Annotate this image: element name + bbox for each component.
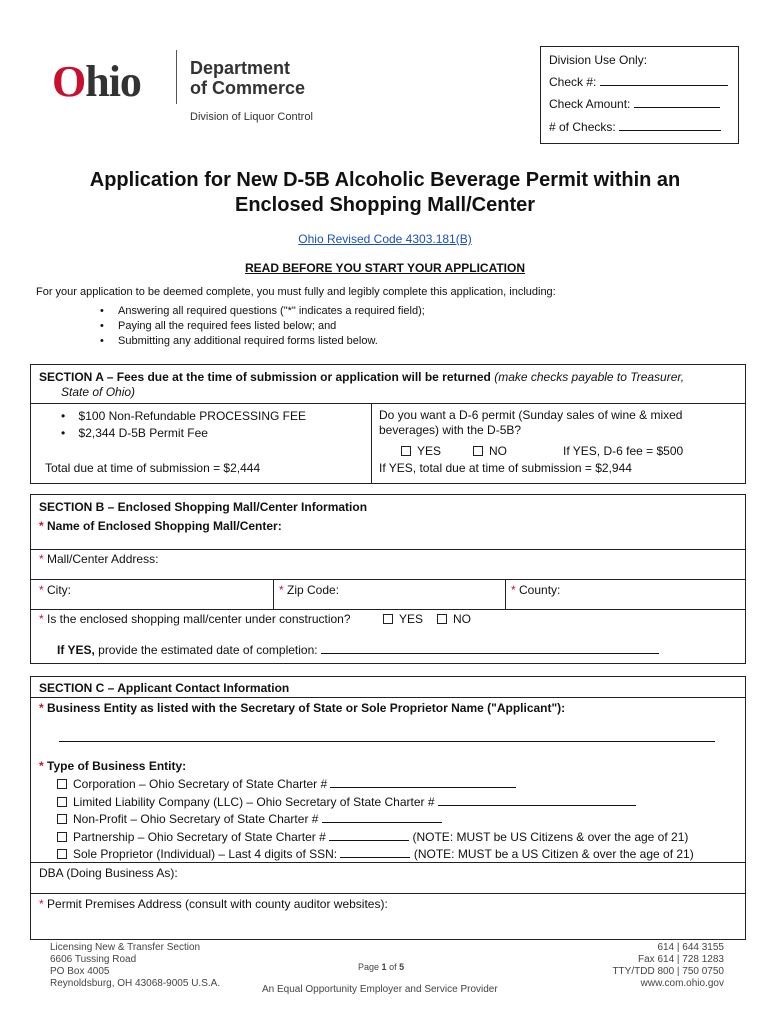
business-entity-field[interactable]: * Business Entity as listed with the Secretary of State or Sole Proprietor Name ("Applicant"): <box>39 701 566 715</box>
number-of-checks-field[interactable]: # of Checks: <box>549 120 721 134</box>
intro-text: For your application to be deemed complete, you must fully and legibly complete this application, including: <box>36 286 556 298</box>
division-use-title: Division Use Only: <box>549 53 648 67</box>
mall-name-field[interactable]: * Name of Enclosed Shopping Mall/Center: <box>39 519 282 533</box>
entity-type-llc[interactable]: Limited Liability Company (LLC) – Ohio Secretary of State Charter # <box>57 794 694 812</box>
department-name: Department of Commerce <box>190 58 306 98</box>
footer-address: Licensing New & Transfer Section 6606 Tussing Road PO Box 4005 Reynoldsburg, OH 43068-9005 U.S.A. <box>50 942 221 989</box>
section-a-heading: SECTION A – Fees due at the time of submission or application will be returned (make checks payable to Treasurer, State of Ohio) <box>39 370 685 399</box>
equal-opportunity-note: An Equal Opportunity Employer and Service Provider <box>262 984 498 995</box>
county-field[interactable]: * County: <box>511 583 561 597</box>
entity-type-list <box>57 776 694 864</box>
entity-type-corporation[interactable]: Corporation – Ohio Secretary of State Charter # <box>57 776 694 794</box>
d6-no-checkbox[interactable]: NO <box>473 444 507 458</box>
d6-total: If YES, total due at time of submission = $2,944 <box>379 461 632 475</box>
premises-address-field[interactable]: * Permit Premises Address (consult with county auditor websites): <box>39 897 388 911</box>
section-c-heading: SECTION C – Applicant Contact Information <box>39 681 290 695</box>
total-due: Total due at time of submission = $2,444 <box>45 461 261 475</box>
mall-address-field[interactable]: * Mall/Center Address: <box>39 552 159 566</box>
list-item: • Answering all required questions ("*" indicates a required field); <box>118 304 425 319</box>
entity-type-partnership[interactable]: Partnership – Ohio Secretary of State Charter # (NOTE: MUST be US Citizens & over the age of 21) <box>57 829 694 847</box>
construction-no-checkbox[interactable]: NO <box>437 612 471 626</box>
city-field[interactable]: * City: <box>39 583 72 597</box>
check-amount-field[interactable]: Check Amount: <box>549 97 720 111</box>
completion-date-field[interactable]: If YES, provide the estimated date of completion: <box>57 643 659 657</box>
d6-fee: If YES, D-6 fee = $500 <box>563 444 684 458</box>
page-number: Page 1 of 5 <box>358 962 405 972</box>
page-title: Application for New D-5B Alcoholic Beverage Permit within an Enclosed Shopping Mall/Center <box>89 169 681 216</box>
entity-type-heading: * Type of Business Entity: <box>39 759 187 773</box>
zip-field[interactable]: * Zip Code: <box>279 583 340 597</box>
division-use-box <box>540 46 739 144</box>
d6-yes-checkbox[interactable]: YES <box>401 444 441 458</box>
section-b <box>30 494 746 664</box>
section-b-heading: SECTION B – Enclosed Shopping Mall/Center Information <box>39 500 368 514</box>
section-c <box>30 676 746 940</box>
revised-code-link[interactable]: Ohio Revised Code 4303.181(B) <box>298 232 472 246</box>
check-number-field[interactable]: Check #: <box>549 75 728 89</box>
read-first-heading: READ BEFORE YOU START YOUR APPLICATION <box>244 261 526 275</box>
website-link[interactable]: www.com.ohio.gov <box>640 978 724 989</box>
logo-divider <box>176 50 177 104</box>
entity-type-nonprofit[interactable]: Non-Profit – Ohio Secretary of State Charter # <box>57 811 694 829</box>
fee-list: • $100 Non-Refundable PROCESSING FEE • $2,344 D-5B Permit Fee <box>61 409 306 440</box>
list-item: • Paying all the required fees listed below; and <box>118 319 425 334</box>
business-entity-line[interactable] <box>59 741 715 742</box>
construction-yes-checkbox[interactable]: YES <box>383 612 423 626</box>
dba-field[interactable]: DBA (Doing Business As): <box>39 866 178 880</box>
requirements-list <box>118 304 425 349</box>
division-name: Division of Liquor Control <box>190 111 313 123</box>
footer-contact: 614 | 644 3155 Fax 614 | 728 1283 TTY/TDD 800 | 750 0750 www.com.ohio.gov <box>560 942 724 990</box>
construction-question: * Is the enclosed shopping mall/center under construction? <box>39 612 351 626</box>
list-item: • Submitting any additional required forms listed below. <box>118 334 425 349</box>
entity-type-sole-proprietor[interactable]: Sole Proprietor (Individual) – Last 4 digits of SSN: (NOTE: MUST be a US Citizen & over the age of 21) <box>57 846 694 864</box>
ohio-logo: Ohio <box>52 57 141 106</box>
section-a <box>30 364 746 484</box>
d6-question: Do you want a D-6 permit (Sunday sales of wine & mixed beverages) with the D-5B? <box>379 408 683 437</box>
